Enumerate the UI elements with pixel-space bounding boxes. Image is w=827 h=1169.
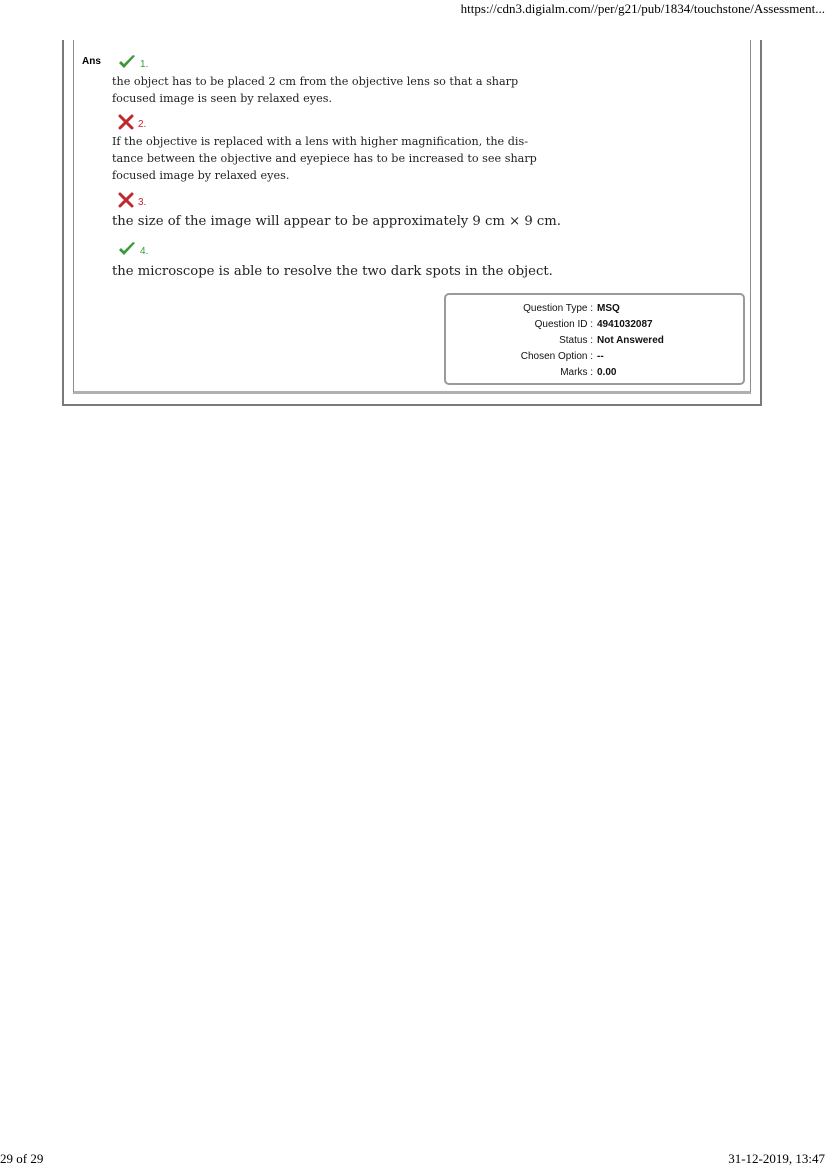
option-4-header [118, 241, 148, 257]
option-1-line-1: the object has to be placed 2 cm from the objective lens so that a sharp [112, 75, 519, 88]
option-2-line-2: tance between the objective and eyepiece has to be increased to see sharp [112, 152, 537, 165]
page-url: https://cdn3.digialm.com//per/g21/pub/1834/touchstone/Assessment... [460, 1, 825, 16]
info-row-question-id [446, 317, 743, 333]
check-icon [118, 54, 136, 70]
print-datetime: 31-12-2019, 13:47 [728, 1151, 825, 1166]
info-key: Question ID : [534, 319, 593, 330]
info-key: Chosen Option : [520, 351, 593, 362]
option-2-number: 2. [138, 118, 147, 130]
info-row-marks [446, 365, 743, 381]
info-row-question-type [446, 301, 743, 317]
option-3-line-1: the size of the image will appear to be approximately 9 cm × 9 cm. [112, 214, 561, 229]
option-3-header [118, 192, 146, 208]
option-4-number: 4. [140, 245, 149, 257]
option-4-line-1: the microscope is able to resolve the two dark spots in the object. [112, 264, 553, 279]
option-3-text [112, 213, 572, 231]
info-key: Question Type : [523, 303, 593, 314]
info-value: MSQ [597, 303, 620, 314]
question-panel [62, 40, 762, 406]
info-row-chosen-option [446, 349, 743, 365]
question-info-box [444, 293, 745, 385]
option-1-header [118, 54, 148, 70]
option-4-text [112, 263, 572, 281]
option-1-text [112, 73, 552, 107]
option-3-number: 3. [138, 196, 147, 208]
info-row-status [446, 333, 743, 349]
option-2-header [118, 114, 146, 130]
info-value: 4941032087 [597, 319, 653, 330]
info-key: Marks : [560, 367, 593, 378]
cross-icon [118, 192, 134, 208]
info-value: -- [597, 351, 604, 362]
page-number: 29 of 29 [0, 1151, 44, 1166]
cross-icon [118, 114, 134, 130]
question-panel-inner [73, 40, 751, 394]
option-2-line-1: If the objective is replaced with a lens with higher magnification, the dis- [112, 135, 528, 148]
info-key: Status : [559, 335, 593, 346]
check-icon [118, 241, 136, 257]
info-value: 0.00 [597, 367, 617, 378]
info-value: Not Answered [597, 335, 664, 346]
option-1-line-2: focused image is seen by relaxed eyes. [112, 92, 333, 105]
option-2-line-3: focused image by relaxed eyes. [112, 169, 290, 182]
option-1-number: 1. [140, 58, 149, 70]
answer-label: Ans [82, 56, 101, 67]
option-2-text [112, 133, 552, 184]
